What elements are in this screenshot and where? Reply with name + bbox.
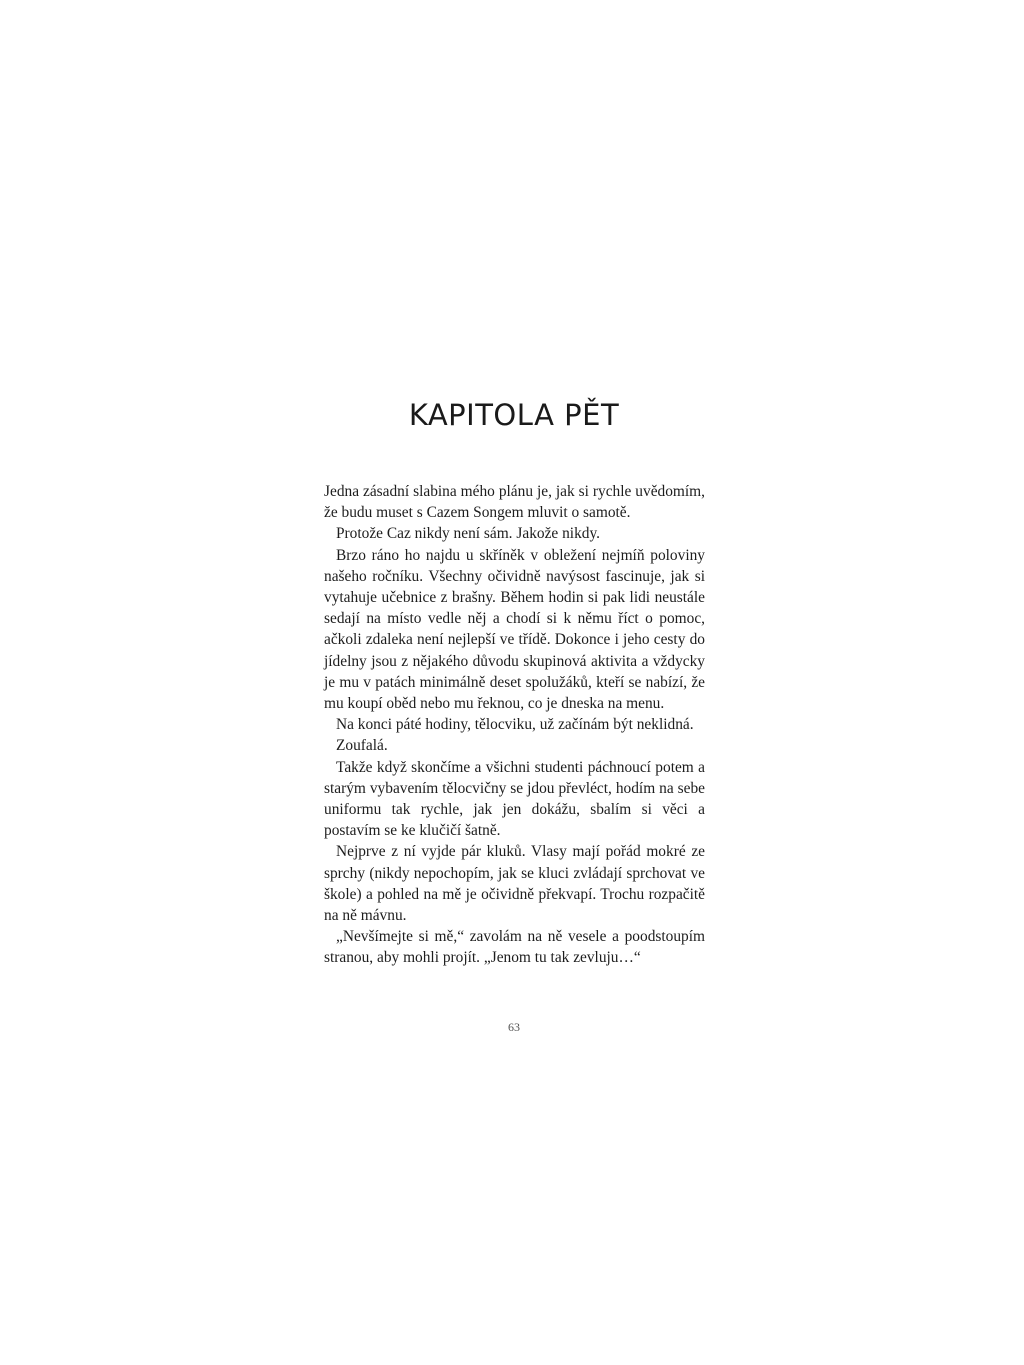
paragraph: Protože Caz nikdy není sám. Jakože nikdy. xyxy=(336,525,600,543)
paragraph: Brzo ráno ho najdu u skříněk v obležení nejmíň poloviny našeho ročníku. Všechny očividně navýsost fascinuje, jak si vytahuje učebnice z brašny. Během hodin si pak lidi neustále sedají na místo vedle něj a chodí si k němu říct o pomoc, ačkoli zdaleka není nejlepší ve třídě. Dokonce i jeho cesty do jídelny jsou z nějakého důvodu skupinová aktivita a vždycky je mu v patách minimálně deset spolužáků, kteří se nabízí, že mu koupí oběd nebo mu řeknou, co je dneska na menu. xyxy=(324,546,705,713)
paragraph: „Nevšímejte si mě,“ zavolám na ně vesele a poodstoupím stranou, aby mohli projít. „Jenom tu tak zevluju…“ xyxy=(324,928,705,967)
chapter-title: KAPITOLA PĚT xyxy=(408,398,620,432)
page-number: 63 xyxy=(508,1020,520,1034)
chapter-body-text xyxy=(324,481,705,969)
paragraph: Na konci páté hodiny, tělocviku, už začínám být neklidná. xyxy=(336,716,694,734)
paragraph: Takže když skončíme a všichni studenti páchnoucí potem a starým vybavením tělocvičny se jdou převléct, hodím na sebe uniformu tak rychle, jak jen dokážu, sbalím si věci a postavím se ke klučičí šatně. xyxy=(324,758,705,840)
paragraph: Jedna zásadní slabina mého plánu je, jak si rychle uvědomím, že budu muset s Cazem Songem mluvit o samotě. xyxy=(324,483,705,522)
paragraph: Nejprve z ní vyjde pár kluků. Vlasy mají pořád mokré ze sprchy (nikdy nepochopím, jak se kluci zvládají sprchovat ve škole) a pohled na mě je očividně překvapí. Trochu rozpačitě na ně mávnu. xyxy=(324,843,705,925)
paragraph: Zoufalá. xyxy=(336,737,388,755)
